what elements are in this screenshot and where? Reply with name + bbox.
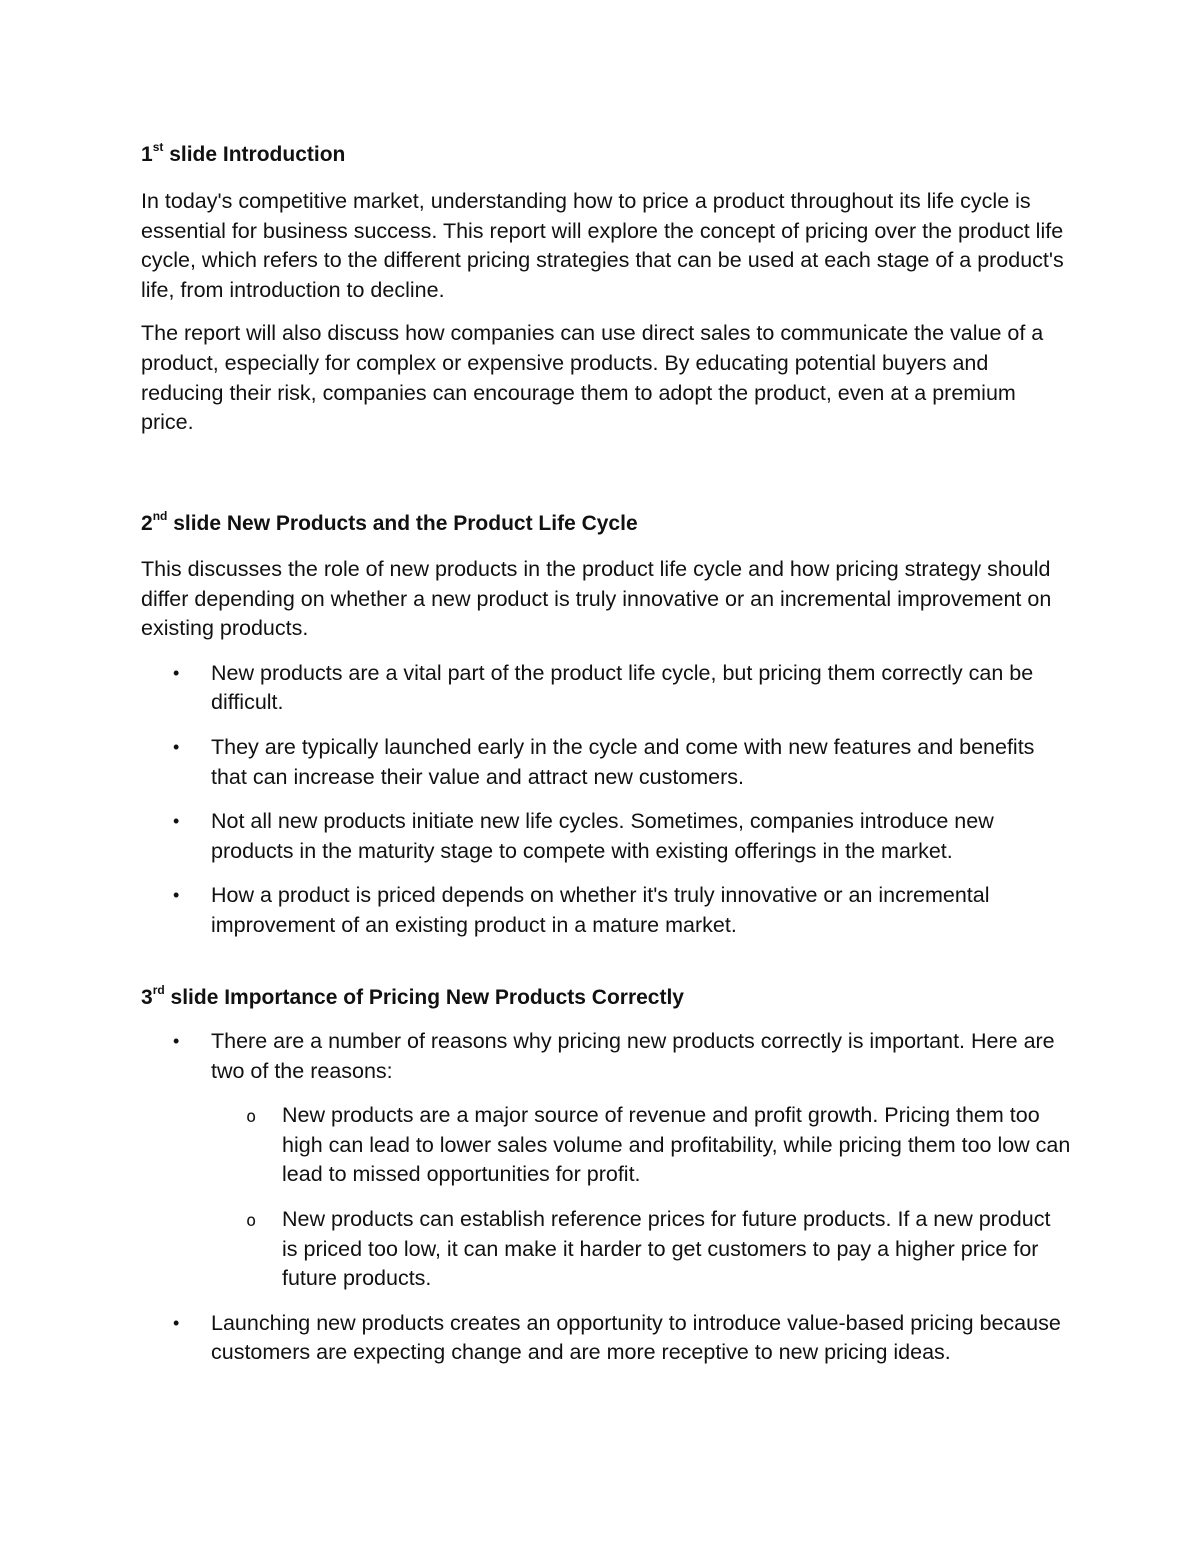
sub-bullet-icon: o: [246, 1210, 257, 1231]
list-item: [0, 1205, 1071, 1294]
bullet-text: Not all new products initiate new life cycles. Sometimes, companies introduce new products in the maturity stage to compete with existing offerings in the market.: [211, 809, 994, 863]
bullet-text: New products are a vital part of the product life cycle, but pricing them correctly can be difficult.: [211, 660, 1034, 715]
slide3-section: [141, 985, 1071, 1368]
bullet-icon: •: [173, 885, 180, 906]
bullet-icon: •: [173, 811, 180, 832]
bullet-icon: •: [173, 1312, 180, 1333]
slide1-heading: [141, 142, 1071, 168]
slide1-section: [141, 142, 1071, 438]
sub-bullet-icon: o: [246, 1107, 257, 1128]
slide1-heading-ordinal: st: [152, 140, 164, 154]
list-item: [0, 1101, 1071, 1190]
list-item: [0, 1027, 1071, 1086]
bullet-text: Launching new products creates an opportunity to introduce value-based pricing because customers are expecting change and are more receptive to new pricing ideas.: [211, 1310, 1061, 1365]
slide2-heading: [141, 511, 1071, 537]
sub-bullet-text: New products can establish reference prices for future products. If a new product is priced too low, it can make it harder to get customers to pay a higher price for future products.: [282, 1206, 1051, 1291]
slide2-heading-text: slide New Products and the Product Life Cycle: [167, 512, 638, 535]
slide1-paragraph-2: The report will also discuss how companies can use direct sales to communicate the value of a product, especially for complex or expensive products. By educating potential buyers and reducing their risk, companies can encourage them to adopt the product, even at a premium price.: [141, 321, 1044, 435]
bullet-text: They are typically launched early in the cycle and come with new features and benefits that can increase their value and attract new customers.: [211, 734, 1035, 789]
slide2-intro: This discusses the role of new products in the product life cycle and how pricing strategy should differ depending on whether a new product is truly innovative or an incremental improvement on existing products.: [141, 557, 1052, 641]
slide3-heading-text: slide Importance of Pricing New Products Correctly: [164, 986, 684, 1009]
bullet-text: How a product is priced depends on whether it's truly innovative or an incremental improvement of an existing product in a mature market.: [211, 883, 990, 937]
bullet-icon: •: [173, 736, 180, 757]
list-item: [0, 659, 1071, 718]
list-item: [0, 881, 1071, 940]
bullet-icon: •: [173, 1031, 180, 1051]
slide1-heading-text: slide Introduction: [163, 143, 346, 166]
list-item: [0, 807, 1071, 866]
slide1-heading-number: 1: [141, 143, 153, 166]
slide2-heading-number: 2: [141, 512, 153, 535]
slide3-heading-number: 3: [141, 986, 153, 1009]
slide3-heading-ordinal: rd: [152, 983, 165, 997]
slide2-heading-ordinal: nd: [152, 509, 168, 523]
bullet-icon: •: [173, 662, 180, 683]
slide2-bullet-list: [0, 659, 1071, 941]
list-item: [0, 1309, 1071, 1368]
sub-bullet-text: New products are a major source of revenue and profit growth. Pricing them too high can lead to lower sales volume and profitability, while pricing them too low can lead to missed opportunities for profit.: [282, 1103, 1071, 1187]
slide3-heading: [141, 985, 1071, 1011]
bullet-text: There are a number of reasons why pricing new products correctly is important. Here are two of the reasons:: [211, 1029, 1055, 1083]
slide3-bullet-list: [0, 1027, 1071, 1368]
list-item: [0, 733, 1071, 792]
slide2-section: [141, 511, 1071, 941]
slide1-paragraph-1: In today's competitive market, understanding how to price a product throughout its life cycle is essential for business success. This report will explore the concept of pricing over the product life cycle, which refers to the different pricing strategies that can be used at each stage of a product's life, from introduction to decline.: [141, 189, 1064, 302]
